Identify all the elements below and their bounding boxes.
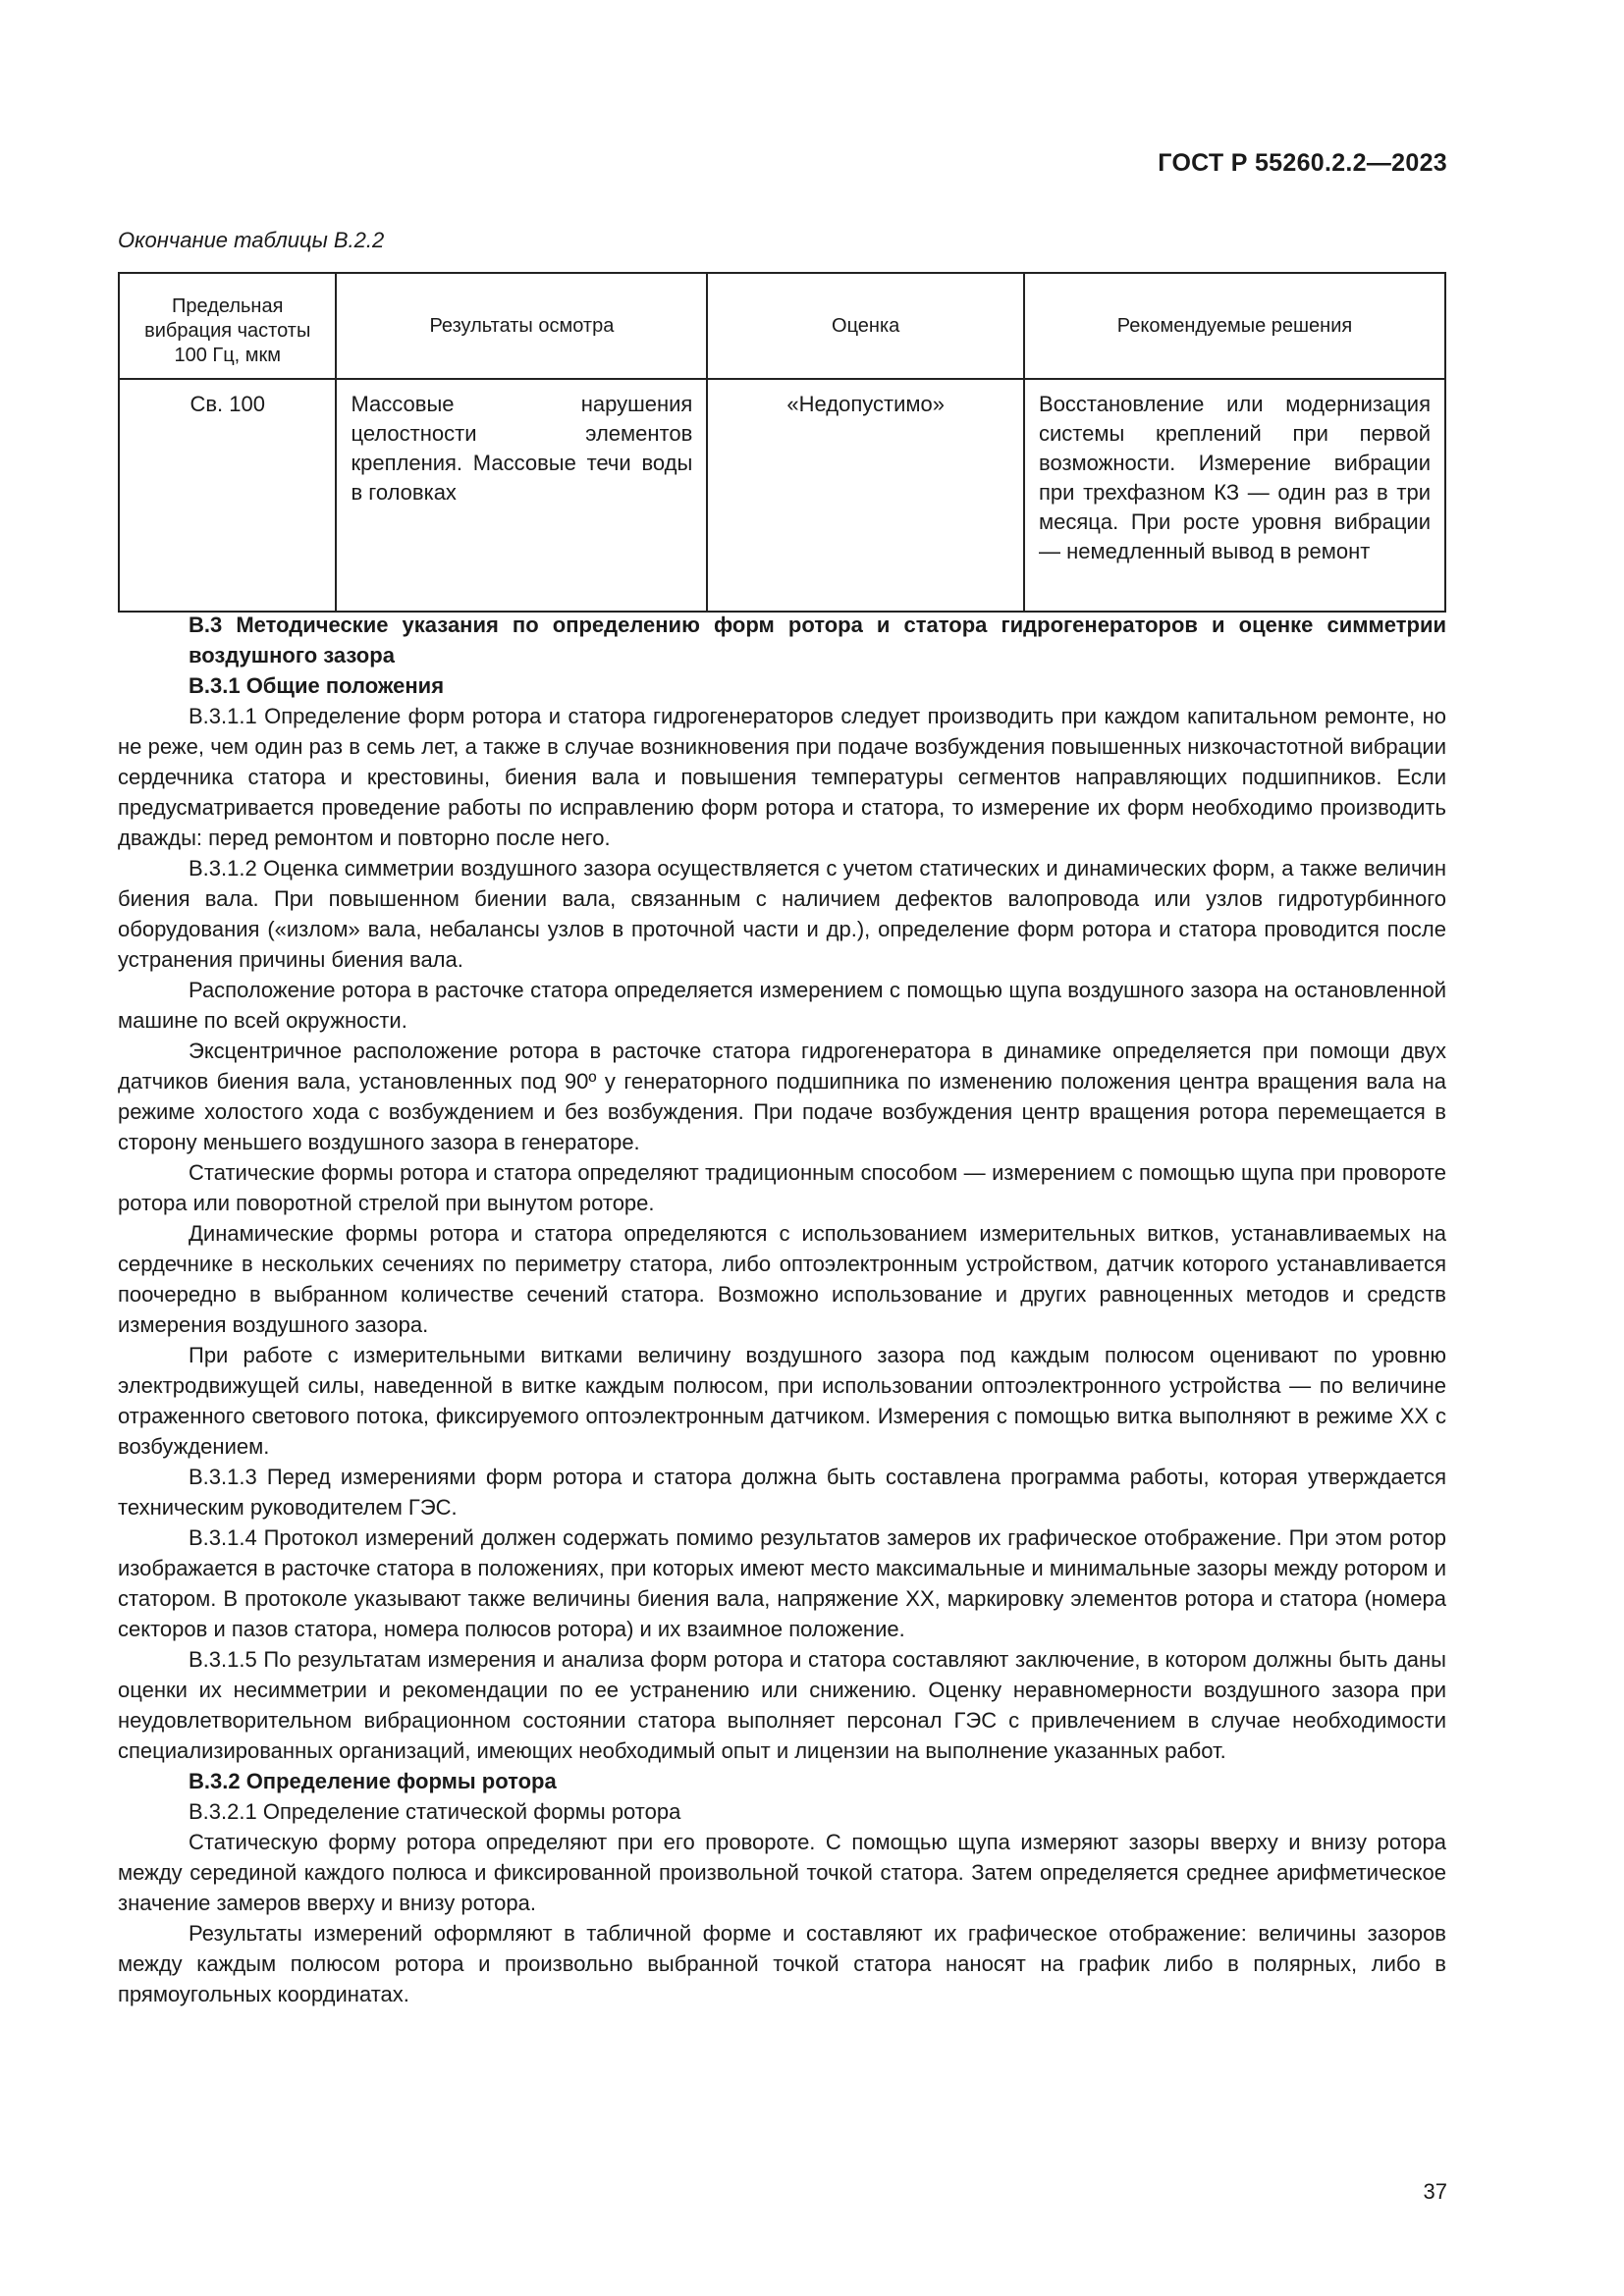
paragraph: В.3.1.5 По результатам измерения и анализа форм ротора и статора составляют заключение, в котором должны быть даны оценки их несимметрии и рекомендации по ее устранению или снижению. Оценку неравномерности воздушного зазора при неудовлетворительном вибрационном состоянии статора выполняет персонал ГЭС с привлечением в случае необходимости специализированных организаций, имеющих необходимый опыт и лицензии на выполнение указанных работ. <box>118 1647 1446 1763</box>
paragraph: В.3.1.4 Протокол измерений должен содержать помимо результатов замеров их графическое отображение. При этом ротор изображается в расточке статора в положениях, при которых имеют место максимальные и минимальные зазоры между ротором и статором. В протоколе указывают также величины биения вала, напряжение ХХ, маркировку элементов ротора и статора (номера секторов и пазов статора, номера полюсов ротора) и их взаимное положение. <box>118 1525 1446 1641</box>
column-header-vibration <box>119 273 336 379</box>
column-header-assessment: Оценка <box>707 273 1024 379</box>
page-number: 37 <box>1423 2179 1447 2204</box>
section-heading-b31: В.3.1 Общие положения <box>189 673 445 698</box>
section-heading-b32: В.3.2 Определение формы ротора <box>189 1769 557 1793</box>
vibration-table <box>118 272 1446 613</box>
paragraph: Динамические формы ротора и статора определяются с использованием измерительных витков, устанавливаемых на сердечнике в нескольких сечениях по периметру статора, либо оптоэлектронным устройством, датчик которого устанавливается поочередно в выбранном количестве сечений статора. Возможно использование и других равноценных методов и средств измерения воздушного зазора. <box>118 1221 1446 1337</box>
paragraph: В.3.1.2 Оценка симметрии воздушного зазора осуществляется с учетом статических и динамических форм, а также величин биения вала. При повышенном биении вала, связанным с наличием дефектов валопровода или узлов гидротурбинного оборудования («излом» вала, небалансы узлов в проточной части и др.), определение форм ротора и статора проводится после устранения причины биения вала. <box>118 856 1446 972</box>
section-heading-b3: В.3 Методические указания по определению форм ротора и статора гидрогенераторов и оценке симметрии воздушного зазора <box>189 613 1446 667</box>
cell-inspection <box>336 379 707 612</box>
paragraph: Эксцентричное расположение ротора в расточке статора гидрогенератора в динамике определяется при помощи двух датчиков биения вала, установленных под 90º у генераторного подшипника по изменению положения центра вращения вала на режиме холостого хода с возбуждением и без возбуждения. При подаче возбуждения центр вращения ротора перемещается в сторону меньшего воздушного зазора в генераторе. <box>118 1039 1446 1154</box>
cell-vibration-value <box>119 379 336 612</box>
paragraph: Статические формы ротора и статора определяют традиционным способом — измерением с помощью щупа при провороте ротора или поворотной стрелой при вынутом роторе. <box>118 1160 1446 1215</box>
cell-assessment <box>707 379 1024 612</box>
document-code: ГОСТ Р 55260.2.2—2023 <box>1158 149 1447 177</box>
table-caption: Окончание таблицы В.2.2 <box>118 228 385 252</box>
paragraph: В.3.1.1 Определение форм ротора и статора гидрогенераторов следует производить при каждом капитальном ремонте, но не реже, чем один раз в семь лет, а также в случае возникновения при подаче возбуждения повышенных низкочастотной вибрации сердечника статора и крестовины, биения вала и повышения температуры сегментов направляющих подшипников. Если предусматривается проведение работы по исправлению форм ротора и статора, то измерение их форм необходимо производить дважды: перед ремонтом и повторно после него. <box>118 704 1446 850</box>
paragraph: Расположение ротора в расточке статора определяется измерением с помощью щупа воздушного зазора на остановленной машине по всей окружности. <box>118 978 1446 1033</box>
column-header-recommendations: Рекомендуемые решения <box>1024 273 1445 379</box>
column-header-vibration-label: Предельная вибрация частоты 100 Гц, мкм <box>144 294 311 366</box>
paragraph: В.3.2.1 Определение статической формы ротора <box>189 1799 681 1824</box>
table-header-row <box>119 273 1445 379</box>
paragraph: Статическую форму ротора определяют при его провороте. С помощью щупа измеряют зазоры вверху и внизу ротора между серединой каждого полюса и фиксированной произвольной точкой статора. Затем определяется среднее арифметическое значение замеров вверху и внизу ротора. <box>118 1830 1446 1915</box>
cell-recommendations <box>1024 379 1445 612</box>
paragraph: При работе с измерительными витками величину воздушного зазора под каждым полюсом оценивают по уровню электродвижущей силы, наведенной в витке каждым полюсом, при использовании оптоэлектронного устройства — по величине отраженного светового потока, фиксируемого оптоэлектронным датчиком. Измерения с помощью витка выполняют в режиме ХХ с возбуждением. <box>118 1343 1446 1459</box>
cell-recommendations-text: Восстановление или модернизация системы креплений при первой возможности. Измерение вибрации при трехфазном КЗ — один раз в три месяца. При росте уровня вибрации — немедленный вывод в ремонт <box>1039 392 1431 563</box>
document-body <box>118 610 1446 2009</box>
paragraph: Результаты измерений оформляют в табличной форме и составляют их графическое отображение: величины зазоров между каждым полюсом ротора и произвольно выбранной точкой статора наносят на график либо в полярных, либо в прямоугольных координатах. <box>118 1921 1446 2006</box>
paragraph: В.3.1.3 Перед измерениями форм ротора и статора должна быть составлена программа работы, которая утверждается техническим руководителем ГЭС. <box>118 1465 1446 1520</box>
table-row <box>119 379 1445 612</box>
cell-vibration-text: Св. 100 <box>189 392 265 416</box>
column-header-inspection: Результаты осмотра <box>336 273 707 379</box>
cell-assessment-text: «Недопустимо» <box>786 392 945 416</box>
cell-inspection-text: Массовые нарушения целостности элементов крепления. Массовые течи воды в головках <box>351 392 693 505</box>
